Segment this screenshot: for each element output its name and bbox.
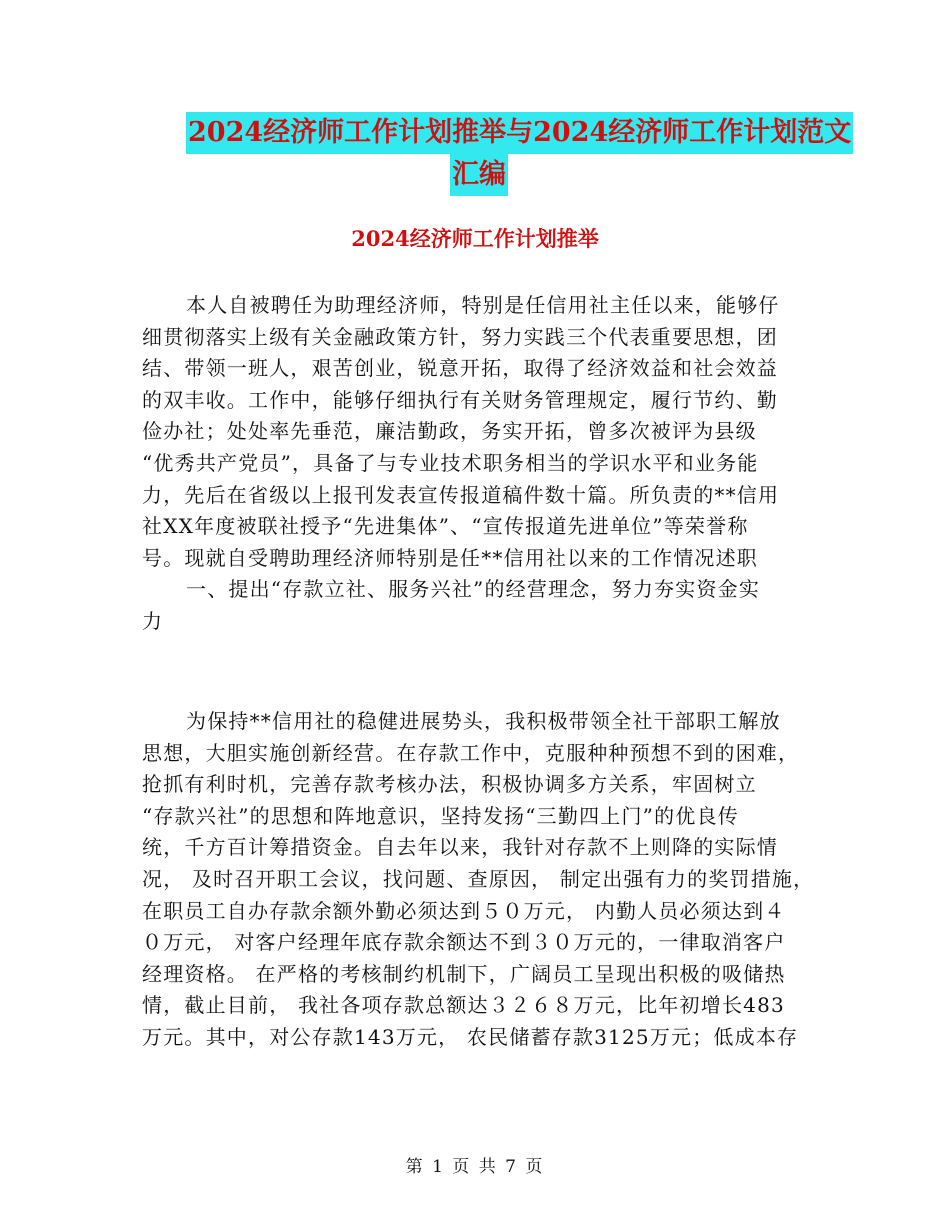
- paragraph-line: 情，截止目前， 我社各项存款总额达３２６８万元，比年初增长483: [142, 993, 785, 1018]
- paragraph-line: 号。现就自受聘助理经济师特别是任**信用社以来的工作情况述职: [142, 545, 758, 570]
- paragraph-line: 力，先后在省级以上报刊发表宣传报道稿件数十篇。所负责的**信用: [142, 482, 780, 507]
- paragraph-line: 细贯彻落实上级有关金融政策方针，努力实践三个代表重要思想，团: [142, 324, 778, 349]
- body-text: [142, 290, 822, 638]
- paragraph-line: 经理资格。 在严格的考核制约机制下，广阔员工呈现出积极的吸储热: [142, 961, 786, 986]
- title-line-1: 2024经济师工作计划推举与2024经济师工作计划范文: [186, 112, 853, 154]
- paragraph-line: 本人自被聘任为助理经济师，特别是任信用社主任以来，能够仔: [186, 293, 780, 317]
- paragraph-line: 社XX年度被联社授予“先进集体”、“宣传报道先进单位”等荣誉称: [142, 514, 749, 539]
- paragraph-line: 力: [142, 608, 164, 633]
- paragraph-line: 抢抓有利时机，完善存款考核办法，积极协调多方关系，牢固树立: [142, 772, 757, 797]
- paragraph-line: 思想，大胆实施创新经营。在存款工作中，克服种种预想不到的困难，: [142, 740, 800, 765]
- paragraph-line: 统，千方百计筹措资金。自去年以来，我针对存款不上则降的实际情: [142, 835, 778, 860]
- paragraph-line: “存款兴社”的思想和阵地意识，坚持发扬“三勤四上门”的优良传: [142, 803, 739, 828]
- paragraph-line: 一、提出“存款立社、服务兴社”的经营理念，努力夯实资金实: [186, 577, 761, 602]
- paragraph-line: 万元。其中，对公存款143万元， 农民储蓄存款3125万元；低成本存: [142, 1024, 799, 1049]
- section-title: 2024经济师工作计划推举: [351, 226, 599, 251]
- paragraph-line: “优秀共产党员”，具备了与专业技术职务相当的学识水平和业务能: [142, 450, 759, 475]
- page-footer: 第 1 页 共 7 页: [405, 1157, 545, 1177]
- paragraph-line: 俭办社；处处率先垂范，廉洁勤政，务实开拓，曾多次被评为县级: [142, 419, 757, 444]
- paragraph-line: 结、带领一班人，艰苦创业，锐意开拓，取得了经济效益和社会效益: [142, 356, 778, 381]
- paragraph-line: 为保持**信用社的稳健进展势头，我积极带领全社干部职工解放: [186, 709, 781, 733]
- paragraph-line: ０万元， 对客户经理年底存款余额达不到３０万元的，一律取消客户: [142, 930, 786, 955]
- paragraph-line: 况， 及时召开职工会议，找问题、查原因， 制定出强有力的奖罚措施，: [142, 866, 815, 891]
- body-text-2: [142, 706, 822, 1054]
- paragraph-line: 的双丰收。工作中，能够仔细执行有关财务管理规定，履行节约、勤: [142, 387, 778, 412]
- paragraph-line: 在职员工自办存款余额外勤必须达到５０万元， 内勤人员必须达到４: [142, 898, 786, 923]
- title-line-2: 汇编: [450, 154, 508, 196]
